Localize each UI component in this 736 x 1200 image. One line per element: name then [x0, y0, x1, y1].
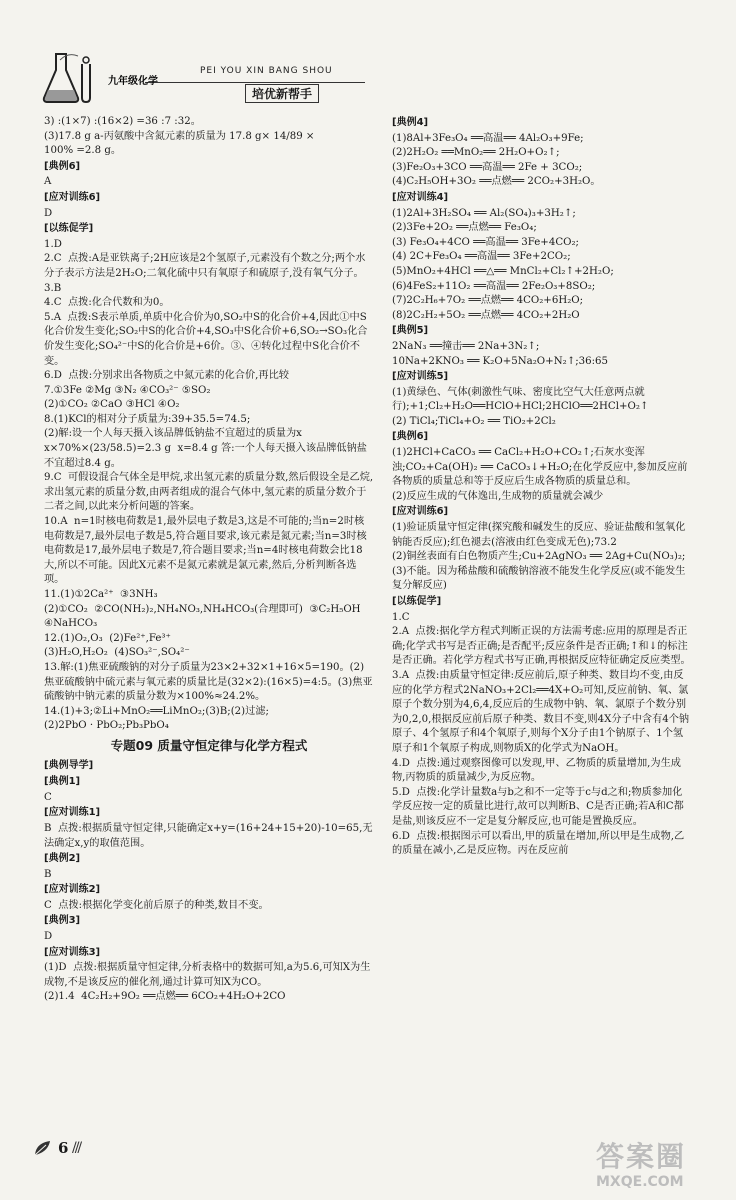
- answer-line: D: [44, 207, 53, 219]
- tag-line: [392, 504, 692, 521]
- answer-line: 2NaN₃ ══撞击══ 2Na+3N₂↑;: [392, 340, 540, 352]
- section-tag: [典例6]: [392, 431, 429, 443]
- answer-line: (8)2C₂H₂+5O₂ ══点燃══ 4CO₂+2H₂O: [392, 309, 580, 321]
- left-column: [44, 115, 374, 1005]
- section-tag: [典例导学]: [44, 759, 94, 771]
- right-column: [392, 115, 692, 859]
- answer-line: (7)2C₂H₆+7O₂ ══点燃══ 4CO₂+6H₂O;: [392, 295, 584, 307]
- tag-line: [392, 369, 692, 386]
- answer-line: C 点拨:根据化学变化前后原子的种类,数目不变。: [44, 899, 269, 911]
- section-tag: [典例1]: [44, 776, 81, 788]
- lab-flask-icon: [38, 50, 98, 105]
- answer-line: 2.C 点拨:A是亚铁离子;2H应该是2个氢原子,元素没有个数之分;两个水分子表示方法是2H₂O;二氧化硫中只有氧原子和硫原子,没有氧气分子。: [44, 253, 366, 279]
- answer-line: (5)MnO₂+4HCl ══△══ MnCl₂+Cl₂↑+2H₂O;: [392, 265, 614, 277]
- series-pinyin: PEI YOU XIN BANG SHOU: [200, 66, 333, 76]
- answer-line: D: [44, 931, 53, 943]
- answer-line: 3.A 点拨:由质量守恒定律:反应前后,原子种类、数目均不变,由反应的化学方程式2NaNO₃+2Cl₂══4X+O₂可知,反应前钠、氧、氯原子个数分别为4,6,4,反应后的生成物中钠、氧、氯原子个数分别为0,2,0,根据反应前后原子种类、数目不变,则4X分子中含有4个钠原子、4个氢原子和4个氧原子,则每个X分子由1个钠原子、1个氢原子和1个氧原子构成,则物质X的化学式为NaOH。: [392, 669, 690, 754]
- series-brand: 培优新帮手: [245, 84, 319, 103]
- section-tag: [应对训练3]: [44, 946, 101, 958]
- section-tag: [应对训练2]: [44, 884, 101, 896]
- watermark-title: 答案圈: [596, 1140, 687, 1173]
- answer-line: (4)C₂H₅OH+3O₂ ══点燃══ 2CO₂+3H₂O。: [392, 176, 601, 188]
- leaf-icon: [34, 1140, 52, 1156]
- answer-line: (2)2PbO · PbO₂;Pb₃PbO₄: [44, 720, 169, 732]
- answer-line: (1)黄绿色、气体(刺激性气味、密度比空气大任意两点就行);+1;Cl₂+H₂O══HClO+HCl;2HClO══2HCl+O₂↑: [392, 386, 649, 413]
- section-tag: [以练促学]: [392, 596, 442, 607]
- header-rule: [145, 82, 365, 83]
- answer-line: 12.(1)O₂,O₃ (2)Fe²⁺,Fe³⁺: [44, 632, 171, 644]
- answer-line: (3) Fe₃O₄+4CO ══高温══ 3Fe+4CO₂;: [392, 236, 579, 248]
- section-tag: [应对训练6]: [44, 191, 101, 203]
- answer-line: (2)解:设一个人每天摄入该品牌低钠盐不宜超过的质量为x x×70%×(23/58.5)=2.3 g x=8.4 g 答:一个人每天摄入该品牌低钠盐不宜超过8.4 g。: [44, 428, 367, 469]
- section-tag: [典例2]: [44, 853, 81, 865]
- answer-line: 4.C 点拨:化合代数和为0。: [44, 297, 170, 309]
- answer-line: 5.D 点拨:化学计量数a与b之和不一定等于c与d之和;物质参加化学反应按一定的质量比进行,故可以判断B、C是否正确;若A和C都是盐,则该反应不一定是复分解反应,也可能是置换反应。: [392, 786, 684, 827]
- tag-line: [44, 774, 374, 791]
- page-header: [30, 40, 370, 110]
- answer-line: 7.①3Fe ②Mg ③N₂ ④CO₃²⁻ ⑤SO₂: [44, 384, 211, 396]
- answer-line: (2)1.4 4C₂H₂+9O₂ ══点燃══ 6CO₂+4H₂O+2CO: [44, 991, 286, 1003]
- answer-line: 5.A 点拨:S表示单质,单质中化合价为0,SO₂中S的化合价+4,因此①中S化合价发生变化;SO₂中S的化合价+4,SO₃中S化合价+6,SO₂→SO₃化合价发生变化;SO₄²⁻中S的化合价是+6价。③、④转化过程中S化合价不变。: [44, 311, 368, 367]
- answer-line: A: [44, 176, 52, 188]
- answer-line: 10.A n=1时核电荷数是1,最外层电子数是3,这是不可能的;当n=2时核电荷数是7,最外层电子数是5,符合题目要求,该元素是氮元素;当n=3时核电荷数是17,最外层电子数是7,符合题目要求;当n=4时核电荷数会比18大,所以不可能。因此X元素不是氮元素就是氯元素,然后,分析判断各选项。: [44, 516, 367, 586]
- grade-label: 九年级化学: [108, 76, 158, 87]
- tag-line: [44, 190, 374, 207]
- page-number: 6: [58, 1139, 69, 1157]
- answer-line: 10Na+2KNO₃ ══ K₂O+5Na₂O+N₂↑;36:65: [392, 355, 609, 367]
- answer-line: (3)17.8 g a-丙氨酸中含氮元素的质量为 17.8 g× 14/89 ×: [44, 130, 315, 142]
- answer-line: (3)H₂O,H₂O₂ (4)SO₃²⁻,SO₄²⁻: [44, 647, 190, 659]
- page-footer: [34, 1138, 114, 1160]
- answer-line: C: [44, 791, 52, 803]
- answer-line: 11.(1)①2Ca²⁺ ③3NH₃: [44, 589, 158, 600]
- tag-line: [392, 594, 692, 611]
- answer-line: 100% =2.8 g。: [44, 145, 122, 157]
- watermark-url: MXQE.COM: [596, 1174, 684, 1190]
- answer-line: 1.D: [44, 238, 62, 250]
- answer-line: 4.D 点拨:通过观察图像可以发现,甲、乙物质的质量增加,为生成物,丙物质的质量减少,为反应物。: [392, 757, 681, 784]
- answer-line: (2)3Fe+2O₂ ══点燃══ Fe₃O₄;: [392, 222, 537, 234]
- tag-line: [44, 221, 374, 238]
- answer-line: (2)①CO₂ ②CO(NH₂)₂,NH₄NO₃,NH₄HCO₃(合理即可) ③C₂H₅OH ④NaHCO₃: [44, 603, 368, 630]
- answer-line: 8.(1)KCl的相对分子质量为:39+35.5=74.5;: [44, 413, 251, 425]
- tag-line: [392, 190, 692, 207]
- answer-line: (6)4FeS₂+11O₂ ══高温══ 2Fe₂O₃+8SO₂;: [392, 280, 596, 292]
- footer-decoration: ///: [72, 1140, 81, 1156]
- answer-line: 13.解:(1)焦亚硫酸钠的对分子质量为23×2+32×1+16×5=190。(2)焦亚硫酸钠中硫元素与氧元素的质量比是(32×2):(16×5)=4:5。(3)焦亚硫酸钠中钠元素的质量分数为×100%≈24.2%。: [44, 661, 373, 703]
- answer-line: (1)D 点拨:根据质量守恒定律,分析表格中的数据可知,a为5.6,可知X为生成物,不是该反应的催化剂,通过计算可知X为CO。: [44, 962, 371, 988]
- tag-line: [44, 758, 374, 775]
- answer-line: (2)2H₂O₂ ══MnO₂══ 2H₂O+O₂↑;: [392, 147, 560, 159]
- tag-line: [392, 115, 692, 132]
- answer-line: (2)铜丝表面有白色物质产生;Cu+2AgNO₃ ══ 2Ag+Cu(NO₃)₂;: [392, 551, 686, 563]
- answer-line: 6.D 点拨:分别求出各物质之中氮元素的化合价,再比较: [44, 370, 289, 382]
- answer-line: 14.(1)+3;②Li+MnO₂══LiMnO₂;(3)B;(2)过滤;: [44, 705, 269, 717]
- section-tag: [典例4]: [392, 117, 429, 128]
- answer-line: (2)反应生成的气体逸出,生成物的质量就会减少: [392, 490, 604, 502]
- answer-line: (3)Fe₂O₃+3CO ══高温══ 2Fe + 3CO₂;: [392, 161, 583, 173]
- tag-line: [392, 323, 692, 340]
- answer-line: (1)8Al+3Fe₃O₄ ══高温══ 4Al₂O₃+9Fe;: [392, 132, 584, 144]
- section-tag: [典例3]: [44, 915, 81, 927]
- section-tag: [以练促学]: [44, 223, 94, 235]
- answer-line: (3)不能。因为稀盐酸和硫酸钠溶液不能发生化学反应(或不能发生复分解反应): [392, 565, 686, 592]
- answer-line: (1)验证质量守恒定律(探究酸和碱发生的反应、验证盐酸和氢氧化钠能否反应);红色褪去(溶液由红色变成无色);73.2: [392, 522, 686, 548]
- answer-line: (4) 2C+Fe₃O₄ ══高温══ 3Fe+2CO₂;: [392, 251, 571, 263]
- section-tag: [应对训练6]: [392, 506, 449, 518]
- tag-line: [44, 913, 374, 930]
- answer-line: B: [44, 868, 52, 880]
- answer-line: (2) TiCl₄;TiCl₄+O₂ ══ TiO₂+2Cl₂: [392, 415, 556, 427]
- section-tag: [典例5]: [392, 325, 429, 337]
- topic-title: 专题09 质量守恒定律与化学方程式: [110, 737, 308, 753]
- answer-line: (1)2Al+3H₂SO₄ ══ Al₂(SO₄)₃+3H₂↑;: [392, 207, 576, 219]
- answer-line: 1.C: [392, 611, 410, 623]
- answer-line: (2)①CO₂ ②CaO ③HCl ④O₂: [44, 399, 180, 411]
- tag-line: [392, 429, 692, 446]
- answer-line: 3.B: [44, 282, 62, 294]
- tag-line: [44, 805, 374, 822]
- answer-line: 2.A 点拨:据化学方程式判断正误的方法需考虑:应用的原理是否正确;化学式书写是否正确;是否配平;反应条件是否正确;↑和↓的标注是否正确。若化学方程式书写正确,再根据反应特征确定反应类型。: [392, 626, 691, 667]
- section-tag: [应对训练5]: [392, 371, 449, 383]
- answer-line: 6.D 点拨:根据图示可以看出,甲的质量在增加,所以甲是生成物,乙的质量在减小,乙是反应物。丙在反应前: [392, 830, 685, 857]
- section-tag: [应对训练4]: [392, 191, 449, 203]
- tag-line: [44, 159, 374, 176]
- tag-line: [44, 851, 374, 868]
- tag-line: [44, 882, 374, 899]
- tag-line: [44, 945, 374, 962]
- section-tag: [典例6]: [44, 160, 81, 172]
- answer-line: 3) :(1×7) :(16×2) =36 :7 :32。: [44, 116, 201, 127]
- answer-line: B 点拨:根据质量守恒定律,只能确定x+y=(16+24+15+20)-10=65,无法确定x,y的取值范围。: [44, 822, 373, 849]
- answer-line: 9.C 可假设混合气体全是甲烷,求出氢元素的质量分数,然后假设全是乙烷,求出氢元素的质量分数,由两者组成的混合气体中,氢元素的质量分数介于二者之间,以此来分析问题的答案。: [44, 472, 374, 513]
- answer-line: (1)2HCl+CaCO₃ ══ CaCl₂+H₂O+CO₂↑;石灰水变浑浊;CO₂+Ca(OH)₂ ══ CaCO₃↓+H₂O;在化学反应中,参加反应前各物质的质量总和等于反应后生成各物质的质量总和。: [392, 447, 688, 488]
- section-tag: [应对训练1]: [44, 807, 101, 819]
- watermark: [596, 1140, 726, 1196]
